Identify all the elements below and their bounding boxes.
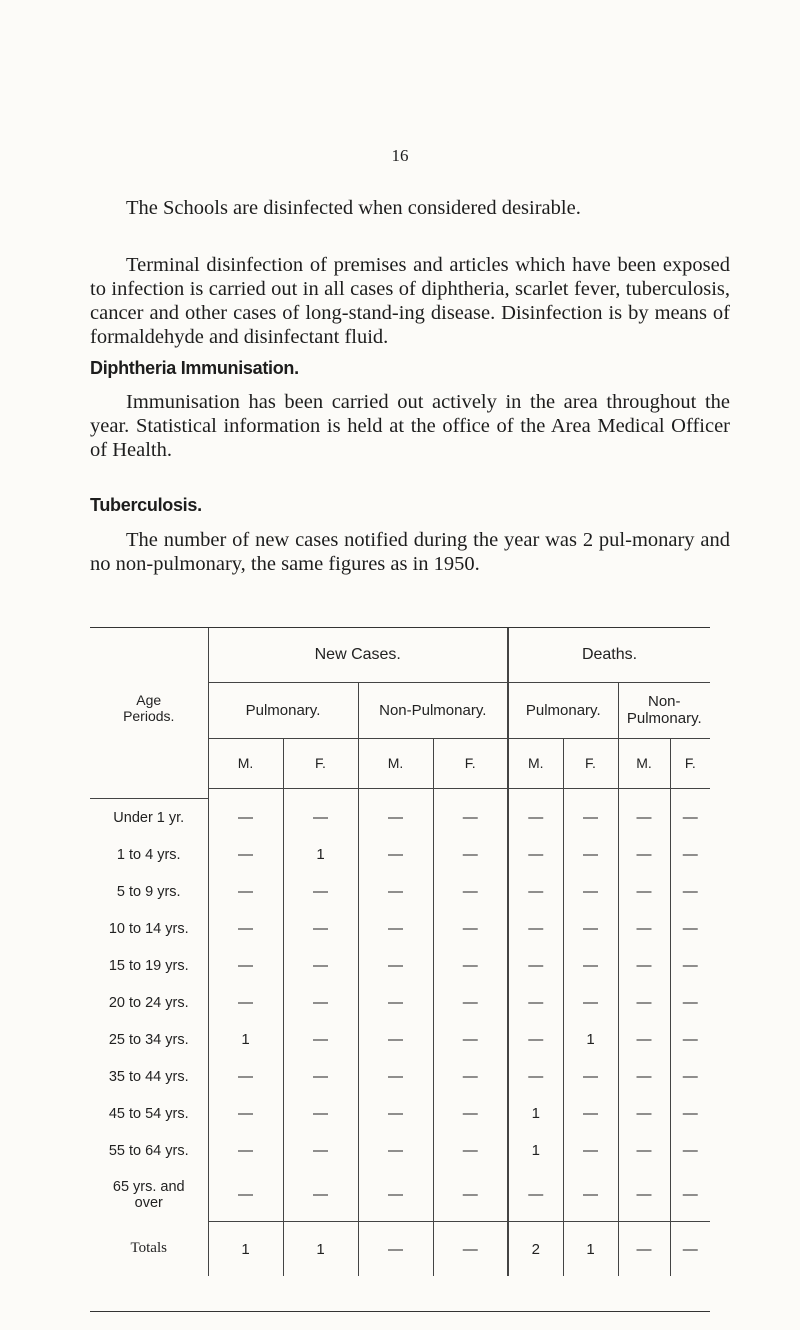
age-label: 55 to 64 yrs. <box>108 1142 189 1159</box>
heading-tuberculosis: Tuberculosis. <box>90 495 202 515</box>
cell: 1 <box>508 1132 563 1169</box>
cell: — <box>618 984 670 1021</box>
cell: — <box>508 947 563 984</box>
cell: — <box>508 1058 563 1095</box>
cell: — <box>208 1169 283 1222</box>
cell: — <box>283 873 358 910</box>
age-label: 45 to 54 yrs. <box>108 1105 189 1122</box>
age-label: 1 to 4 yrs. <box>116 846 181 863</box>
cell: — <box>433 1095 508 1132</box>
age-label-line-2: over <box>134 1195 163 1212</box>
cell: — <box>433 836 508 873</box>
col-f: F. <box>433 738 508 788</box>
new-cases-header: New Cases. <box>208 628 508 682</box>
cell: — <box>358 1132 433 1169</box>
cell: — <box>670 1058 710 1095</box>
cell: — <box>283 1132 358 1169</box>
paragraph-terminal-disinfection: Terminal disinfection of premises and articles which have been exposed to infection is carried out in all cases of diphtheria, scarlet fever, tuberculosis, cancer and other cases of long-stand-ing disease. Disinfection is by means of formaldehyde and disinfectant fluid. <box>90 254 730 348</box>
cell: — <box>670 1132 710 1169</box>
cell: 2 <box>508 1222 563 1277</box>
cell: — <box>433 1132 508 1169</box>
cell: — <box>208 836 283 873</box>
table-row <box>90 799 710 837</box>
cell: — <box>358 910 433 947</box>
cell: — <box>358 1021 433 1058</box>
cell: — <box>358 947 433 984</box>
cell: — <box>283 1095 358 1132</box>
col-f: F. <box>670 738 710 788</box>
cell: — <box>433 984 508 1021</box>
deaths-pulmonary-header: Pulmonary. <box>508 682 618 738</box>
cell: — <box>433 1021 508 1058</box>
page-number: 16 <box>391 146 409 165</box>
cell: — <box>563 799 618 837</box>
cell: — <box>563 836 618 873</box>
paragraph-schools-disinfection: The Schools are disinfected when considered desirable. <box>126 197 581 219</box>
age-label: 35 to 44 yrs. <box>108 1068 189 1085</box>
age-header-line-1: Age <box>136 692 162 708</box>
cell: — <box>283 984 358 1021</box>
non-line-2: Pulmonary. <box>626 710 702 727</box>
cell: — <box>563 984 618 1021</box>
table-row <box>90 1021 710 1058</box>
cell: — <box>670 1095 710 1132</box>
table-row <box>90 1095 710 1132</box>
cell: — <box>433 910 508 947</box>
cell: — <box>433 1222 508 1277</box>
cell: — <box>563 1132 618 1169</box>
col-m: M. <box>358 738 433 788</box>
cell: — <box>208 947 283 984</box>
col-f: F. <box>283 738 358 788</box>
non-line-1: Non- <box>648 693 681 710</box>
table-row <box>90 947 710 984</box>
new-non-pulmonary-header: Non-Pulmonary. <box>358 682 508 738</box>
cell: — <box>358 1169 433 1222</box>
cell: — <box>208 1058 283 1095</box>
age-periods-header <box>90 628 208 788</box>
cell: — <box>563 1095 618 1132</box>
cell: — <box>283 799 358 837</box>
cell: — <box>508 1169 563 1222</box>
cell: — <box>670 873 710 910</box>
cell: — <box>618 799 670 837</box>
cell: — <box>208 984 283 1021</box>
cell: 1 <box>508 1095 563 1132</box>
cell: — <box>358 1095 433 1132</box>
cell: 1 <box>283 836 358 873</box>
cell: — <box>508 910 563 947</box>
cell: — <box>433 799 508 837</box>
cell: — <box>208 873 283 910</box>
cell: — <box>618 836 670 873</box>
table-bottom-rule <box>90 1311 710 1312</box>
table-row <box>90 1058 710 1095</box>
age-label: Under 1 yr. <box>113 809 185 826</box>
cell: — <box>358 1222 433 1277</box>
age-label: 20 to 24 yrs. <box>108 994 189 1011</box>
age-label: 25 to 34 yrs. <box>108 1031 189 1048</box>
age-label <box>90 1169 208 1222</box>
cell: — <box>618 1058 670 1095</box>
cell: 1 <box>208 1021 283 1058</box>
cell: — <box>508 984 563 1021</box>
cell: — <box>618 947 670 984</box>
cell: — <box>358 1058 433 1095</box>
cell: — <box>358 799 433 837</box>
cell: — <box>208 1095 283 1132</box>
paragraph-tuberculosis: The number of new cases notified during the year was 2 pul-monary and no non-pulmonary, the same figures as in 1950. <box>90 529 730 575</box>
table-row <box>90 836 710 873</box>
cell: — <box>358 836 433 873</box>
cell: — <box>508 1021 563 1058</box>
age-label-line-1: 65 yrs. and <box>112 1179 185 1196</box>
cell: — <box>563 1169 618 1222</box>
cell: — <box>283 1169 358 1222</box>
cell: — <box>508 799 563 837</box>
cell: — <box>563 873 618 910</box>
paragraph-immunisation: Immunisation has been carried out actively in the area throughout the year. Statistical information is held at the office of the Area Medical Officer of Health. <box>90 391 730 461</box>
totals-row <box>90 1222 710 1277</box>
cell: — <box>670 910 710 947</box>
cell: — <box>618 873 670 910</box>
cell: — <box>618 1169 670 1222</box>
col-m: M. <box>208 738 283 788</box>
cell: 1 <box>563 1021 618 1058</box>
table-row <box>90 1169 710 1222</box>
col-f: F. <box>563 738 618 788</box>
heading-diphtheria-immunisation: Diphtheria Immunisation. <box>90 358 299 378</box>
cell: — <box>670 1021 710 1058</box>
cell: — <box>618 1222 670 1277</box>
cell: — <box>670 1222 710 1277</box>
cell: — <box>508 836 563 873</box>
cell: — <box>618 1021 670 1058</box>
cell: — <box>508 873 563 910</box>
totals-label: Totals <box>130 1240 167 1257</box>
table-row <box>90 1132 710 1169</box>
deaths-header: Deaths. <box>508 628 710 682</box>
cell: — <box>208 910 283 947</box>
cell: — <box>433 947 508 984</box>
cell: — <box>358 984 433 1021</box>
cell: — <box>670 947 710 984</box>
table-row <box>90 984 710 1021</box>
cell: — <box>618 1132 670 1169</box>
cell: — <box>670 1169 710 1222</box>
cell: — <box>563 947 618 984</box>
cell: — <box>670 836 710 873</box>
cell: — <box>618 1095 670 1132</box>
cell: 1 <box>283 1222 358 1277</box>
cell: — <box>433 1058 508 1095</box>
cell: — <box>670 799 710 837</box>
table-row <box>90 873 710 910</box>
age-label: 5 to 9 yrs. <box>116 883 181 900</box>
table-row <box>90 910 710 947</box>
cell: — <box>283 947 358 984</box>
cell: — <box>283 1058 358 1095</box>
cell: 1 <box>208 1222 283 1277</box>
cell: — <box>208 799 283 837</box>
col-m: M. <box>508 738 563 788</box>
age-label: 10 to 14 yrs. <box>108 920 189 937</box>
age-label: 15 to 19 yrs. <box>108 957 189 974</box>
cell: — <box>670 984 710 1021</box>
new-pulmonary-header: Pulmonary. <box>208 682 358 738</box>
cell: — <box>283 1021 358 1058</box>
cell: 1 <box>563 1222 618 1277</box>
cell: — <box>283 910 358 947</box>
cell: — <box>433 1169 508 1222</box>
cell: — <box>208 1132 283 1169</box>
cell: — <box>433 873 508 910</box>
cell: — <box>358 873 433 910</box>
cell: — <box>618 910 670 947</box>
cell: — <box>563 1058 618 1095</box>
cell: — <box>563 910 618 947</box>
deaths-non-pulmonary-header <box>618 682 710 738</box>
age-header-line-2: Periods. <box>123 708 175 724</box>
col-m: M. <box>618 738 670 788</box>
